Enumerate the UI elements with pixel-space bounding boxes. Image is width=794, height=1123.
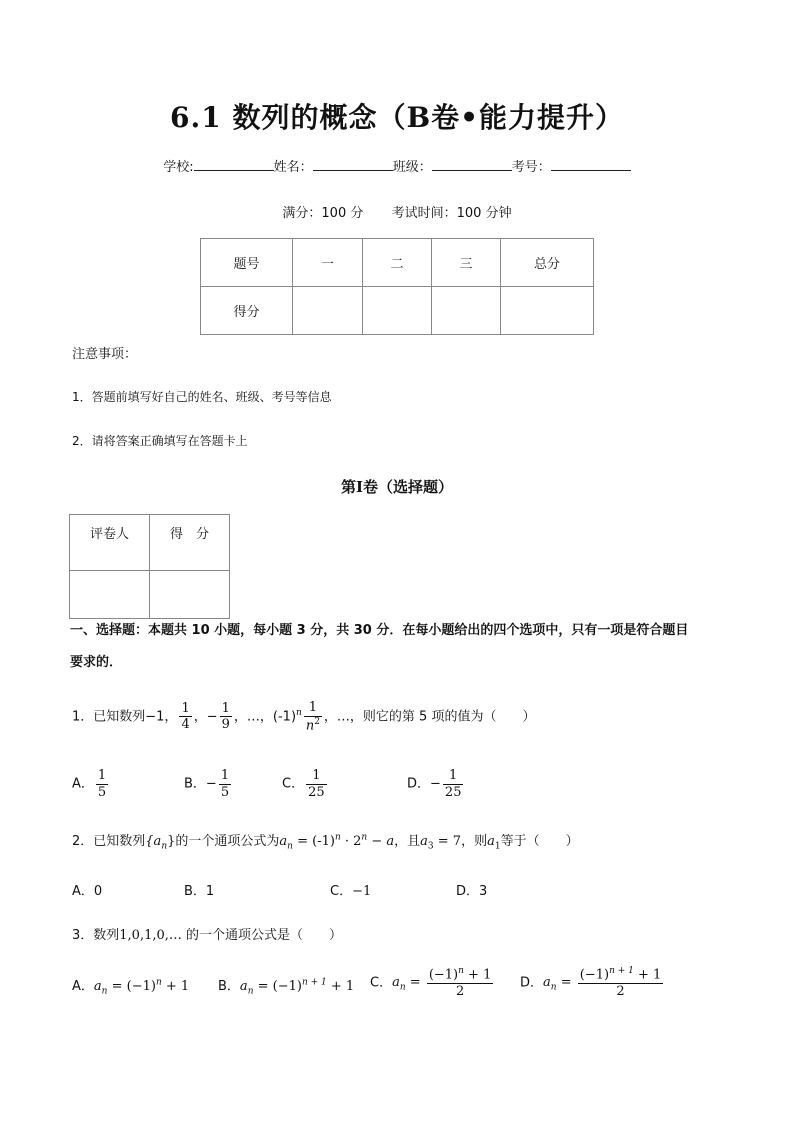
q3-sequence: 1,0,1,0,…: [119, 928, 182, 943]
class-label: 班级：: [392, 160, 432, 175]
score-table-header: 题号: [201, 239, 293, 287]
grader-table: [69, 514, 230, 619]
school-label: 学校:: [163, 160, 194, 175]
score-table-score-row: [201, 287, 594, 335]
q1-fraction-2: $\frac{1}{9}$: [221, 700, 230, 733]
q2-option-d[interactable]: D．3: [456, 884, 488, 899]
q3-prefix: 3．数列: [72, 928, 120, 943]
notes-title: 注意事项：: [72, 347, 138, 362]
score-table-header: 二: [363, 239, 432, 287]
score-table: [200, 238, 594, 335]
q1-option-b[interactable]: B．− $\frac{1}{5}$: [184, 768, 230, 800]
q1-exp: n: [296, 707, 302, 718]
score-cell[interactable]: [432, 287, 501, 335]
score-row-label: 得分: [201, 287, 293, 335]
school-blank[interactable]: [194, 158, 274, 171]
note-item: 2．请将答案正确填写在答题卡上: [72, 434, 248, 448]
question-2: [72, 830, 579, 852]
score-table-header: 总分: [501, 239, 594, 287]
q3-option-c[interactable]: C．$a_n$ = $\frac{(-1)^n + 1}{2}$: [370, 966, 492, 999]
part1-heading-line1: 一、选择题：本题共 10 小题，每小题 3 分，共 30 分．在每小题给出的四个选项中，只有一项是符合题目: [70, 623, 689, 638]
section-title: 第I卷（选择题）: [340, 478, 454, 496]
exam-no-blank[interactable]: [551, 158, 631, 171]
q2-option-b[interactable]: B．1: [184, 884, 215, 899]
exam-no-label: 考号：: [511, 160, 551, 175]
q2-option-a[interactable]: A．0: [72, 884, 103, 899]
q2-condition: $a_3 = 7$: [420, 834, 462, 852]
note-item: 1．答题前填写好自己的姓名、班级、考号等信息: [72, 390, 332, 404]
q3-option-a[interactable]: A．$a_n = (-1)^n + 1$: [72, 977, 190, 997]
question-1: [72, 700, 535, 734]
student-info-line: [0, 156, 794, 175]
score-cell[interactable]: [501, 287, 594, 335]
class-blank[interactable]: [432, 158, 512, 171]
exam-time: 考试时间：100 分钟: [391, 206, 512, 221]
q1-option-d[interactable]: D．− $\frac{1}{25}$: [407, 768, 462, 800]
q1-mid: ，…，(-1): [233, 709, 297, 725]
grader-score-cell[interactable]: [150, 571, 230, 619]
score-cell[interactable]: [363, 287, 432, 335]
q1-fraction-1: $\frac{1}{4}$: [181, 700, 190, 733]
q1-sep: ，−: [193, 709, 218, 725]
grader-label: 评卷人: [70, 515, 150, 571]
exam-meta: [0, 202, 794, 221]
score-table-header: 三: [432, 239, 501, 287]
q2-prefix: 2．已知数列: [72, 834, 146, 849]
q2-formula: $a_n = (-1)^n \cdot 2^n - a$: [279, 832, 395, 852]
q2-option-c[interactable]: C．−1: [330, 884, 372, 899]
q1-fraction-3: $\frac{1}{n^2}$: [305, 700, 320, 733]
q1-option-a[interactable]: A． $\frac{1}{5}$: [72, 768, 107, 800]
q2-sequence: $\{a_n\}$: [145, 834, 176, 852]
part1-heading-line2: 要求的．: [70, 655, 123, 670]
q2-suffix: 等于（ ）: [500, 834, 579, 849]
q1-option-c[interactable]: C． $\frac{1}{25}$: [282, 768, 325, 800]
q3-option-b[interactable]: B．$a_n = (-1)^{n + 1} + 1$: [218, 977, 355, 997]
name-blank[interactable]: [313, 158, 393, 171]
score-table-header-row: [201, 239, 594, 287]
q2-mid1: 的一个通项公式为: [175, 834, 280, 849]
q1-suffix: ，…，则它的第 5 项的值为（ ）: [323, 709, 536, 725]
grader-score-label: 得 分: [150, 515, 230, 571]
q2-mid2: ，且: [394, 834, 421, 849]
q3-suffix: 的一个通项公式是（ ）: [181, 928, 343, 943]
score-table-header: 一: [293, 239, 363, 287]
question-3: [72, 924, 342, 943]
grader-name-cell[interactable]: [70, 571, 150, 619]
full-score: 满分：100 分: [282, 206, 364, 221]
score-cell[interactable]: [293, 287, 363, 335]
q2-mid3: ，则: [461, 834, 488, 849]
q3-option-d[interactable]: D．$a_n$ = $\frac{(-1)^{n + 1} + 1}{2}$: [520, 966, 662, 999]
name-label: 姓名：: [273, 160, 313, 175]
q2-ask: $a_1$: [487, 834, 501, 852]
q1-prefix: 1．已知数列−1，: [72, 709, 178, 725]
page-title: 6.1 数列的概念（B卷•能力提升）: [169, 101, 625, 134]
